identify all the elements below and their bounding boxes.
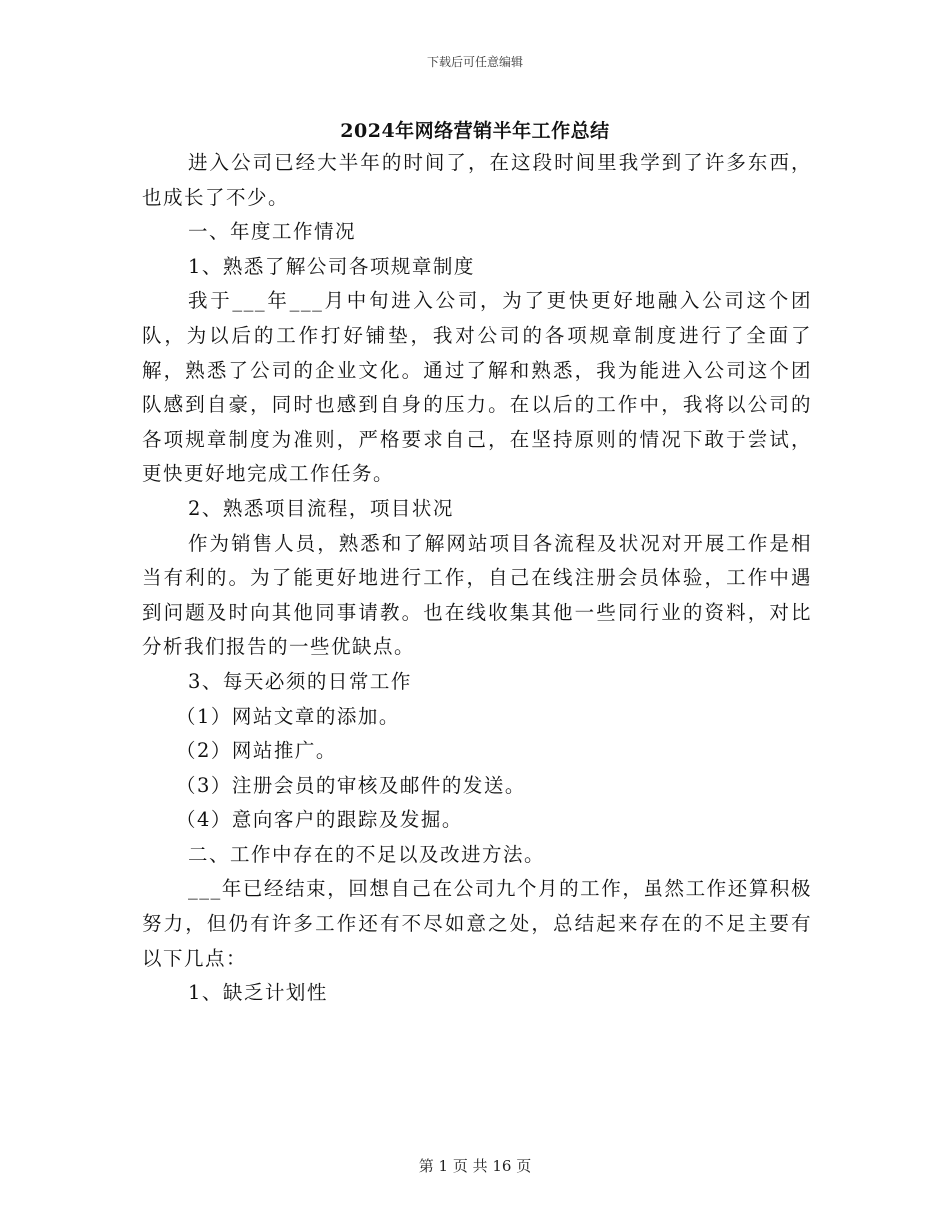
paragraph-intro: 进入公司已经大半年的时间了，在这段时间里我学到了许多东西，也成长了不少。 [142, 151, 812, 209]
page-number: 第 1 页 共 16 页 [418, 1157, 532, 1175]
list-item: （1）网站文章的添加。 [176, 704, 400, 728]
section-heading-1: 一、年度工作情况 [188, 220, 357, 244]
document-body [142, 146, 812, 1011]
subheading-1-2: 2、熟悉项目流程，项目状况 [188, 496, 454, 520]
list-item: （4）意向客户的跟踪及发掘。 [176, 808, 463, 832]
paragraph-project: 作为销售人员，熟悉和了解网站项目各流程及状况对开展工作是相当有利的。为了能更好地进行工作，自己在线注册会员体验，工作中遇到问题及时向其他同事请教。也在线收集其他一些同行业的资料，对比分析我们报告的一些优缺点。 [142, 531, 812, 659]
document-title: 2024年网络营销半年工作总结 [340, 120, 610, 142]
subheading-1-1: 1、熟悉了解公司各项规章制度 [188, 254, 475, 278]
list-item: （3）注册会员的审核及邮件的发送。 [176, 773, 526, 797]
list-item: （2）网站推广。 [176, 739, 337, 763]
section-heading-2: 二、工作中存在的不足以及改进方法。 [188, 842, 546, 866]
subheading-1-3: 3、每天必须的日常工作 [188, 669, 412, 693]
subheading-2-1: 1、缺乏计划性 [188, 981, 328, 1005]
paragraph-rules: 我于___年___月中旬进入公司，为了更快更好地融入公司这个团队，为以后的工作打好铺垫，我对公司的各项规章制度进行了全面了解，熟悉了公司的企业文化。通过了解和熟悉，我为能进入公司这个团队感到自豪，同时也感到自身的压力。在以后的工作中，我将以公司的各项规章制度为准则，严格要求自己，在坚持原则的情况下敢于尝试，更快更好地完成工作任务。 [142, 289, 812, 486]
page-header-note: 下载后可任意编辑 [426, 55, 523, 69]
paragraph-shortcomings: ___年已经结束，回想自己在公司九个月的工作，虽然工作还算积极努力，但仍有许多工作还有不尽如意之处，总结起来存在的不足主要有以下几点： [142, 877, 812, 970]
